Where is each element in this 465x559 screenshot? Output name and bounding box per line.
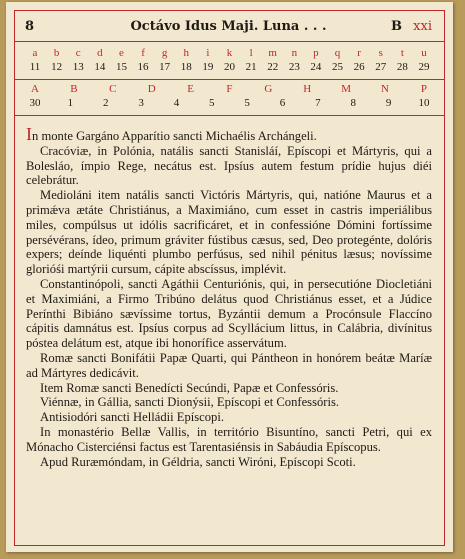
table-cell: 7 (315, 97, 321, 109)
table-cell: 27 (375, 61, 387, 73)
table-cell: c (75, 47, 81, 59)
table-cell: 24 (310, 61, 322, 73)
page-header (25, 19, 432, 37)
table-cell: 20 (223, 61, 235, 73)
paragraph: Cracóviæ, in Polónia, natális sancti Stanisláí, Epíscopi et Mártyris, qui a Bolesláo, ímpio Rege, necátus est. Ipsíus autem festum prídie hujus diéi celebrátur. (26, 143, 432, 188)
table-cell: 16 (137, 61, 149, 73)
table-cell: q (334, 47, 341, 59)
table-cell: 23 (288, 61, 300, 73)
dominical-letter: B (391, 19, 402, 34)
lunar-table-bottom (25, 83, 434, 111)
table-cell: 9 (385, 97, 392, 109)
paragraph: Apud Ruræmóndam, in Géldria, sancti Wiróni, Epíscopi Scoti. (40, 454, 356, 469)
paragraph: Constantinópoli, sancti Agáthii Centuriónis, qui, in persecutióne Diocletiáni et Maximiáni, a Firmo Tribúno delátus quod Christiánus esset, et a Júdice Perínthi Bibiáno sævíssime tortus, Byzántii demum a Procónsule Flaccíno cápitis damnátus est. Ipsíus corpus ad Scyllácium littus, in Calábria, divínitus póstea delátum est, atque ibi honorífice asservátum. (26, 276, 432, 351)
table-cell: l (249, 47, 253, 59)
table-cell: 29 (418, 61, 430, 73)
table-cell: b (53, 47, 60, 59)
table-cell: s (378, 47, 383, 59)
letters-row-2 (25, 83, 434, 97)
paragraph: Antisiodóri sancti Helládii Epíscopi. (40, 410, 224, 425)
table-cell: N (381, 83, 389, 95)
table-cell: 3 (138, 97, 144, 109)
table-cell: 1 (67, 97, 74, 109)
table-cell: d (97, 47, 103, 59)
header-rule (15, 41, 444, 42)
table-cell: 18 (180, 61, 192, 73)
table-cell: u (421, 47, 427, 59)
table-cell: E (187, 83, 194, 95)
table-cell: m (268, 47, 277, 59)
table-cell: p (313, 47, 319, 59)
table-cell: 13 (72, 61, 84, 73)
table-cell: 28 (396, 61, 408, 73)
table-rule (15, 79, 444, 80)
table-cell: n (291, 47, 298, 59)
table-cell: k (226, 47, 233, 59)
table-cell: i (206, 47, 210, 59)
table-cell: h (183, 47, 190, 59)
letters-row-1 (25, 47, 434, 61)
table-cell: 30 (29, 97, 41, 109)
table-cell: 26 (353, 61, 365, 73)
table-cell: 2 (102, 97, 109, 109)
table-cell: 12 (51, 61, 63, 73)
table-cell: t (400, 47, 404, 59)
table-cell: g (161, 47, 168, 59)
roman-numeral: xxi (413, 19, 432, 34)
table-cell: 22 (267, 61, 279, 73)
table-cell: e (118, 47, 124, 59)
table-cell: 8 (350, 97, 356, 109)
martyrology-text (26, 124, 432, 469)
table-cell: 14 (94, 61, 106, 73)
numbers-row-1 (25, 61, 434, 75)
book-page (6, 2, 453, 552)
lunar-table-top (25, 47, 434, 75)
table-cell: B (70, 83, 78, 95)
table-cell: 5 (244, 97, 250, 109)
paragraph: In monastério Bellæ Vallis, in território Bisuntíno, sancti Petri, qui ex Mónacho Cisterciénsi factus est Tarentasiénsis in Sabáudia Epíscopus. (26, 424, 432, 454)
paragraph: Item Romæ sancti Benedícti Secúndi, Papæ et Confessóris. (40, 380, 339, 395)
table-cell: 5 (209, 97, 215, 109)
table-cell: 19 (202, 61, 214, 73)
paragraph: In monte Gargáno Apparítio sancti Michaélis Archángeli. (26, 124, 317, 144)
paragraph: Viénnæ, in Gállia, sancti Dionýsii, Epíscopi et Confessóris. (40, 395, 340, 410)
drop-cap: I (26, 124, 32, 144)
table-cell: 10 (418, 97, 430, 109)
page-title: Octávo Idus Maji. Luna . . . (130, 19, 327, 34)
table-cell: a (32, 47, 38, 59)
numbers-row-2 (25, 97, 434, 111)
table-cell: 4 (173, 97, 180, 109)
table-cell: G (264, 83, 273, 95)
table-cell: 11 (29, 61, 41, 73)
table-cell: H (303, 83, 312, 95)
table-cell: 17 (159, 61, 171, 73)
table-cell: 15 (115, 61, 127, 73)
table-cell: 25 (332, 61, 344, 73)
paragraph: Romæ sancti Bonifátii Papæ Quarti, qui Pántheon in honórem beátæ Maríæ ad Mártyres dedicávit. (26, 350, 432, 380)
page-number: 8 (25, 19, 35, 34)
table-cell: r (357, 47, 361, 59)
table-cell: D (147, 83, 156, 95)
table-cell: F (226, 83, 233, 95)
table-cell: 6 (279, 97, 286, 109)
table-cell: 21 (245, 61, 257, 73)
table-cell: f (141, 47, 145, 59)
table-cell: A (31, 83, 39, 95)
page-frame (14, 10, 445, 546)
table-cell: M (341, 83, 352, 95)
table-rule-bottom (15, 115, 444, 116)
table-cell: C (109, 83, 117, 95)
paragraph: Medioláni item natális sancti Victóris Mártyris, qui, natióne Maurus et a primǽva ætáte Christiánus, a Maximiáno, cum esset in castris imperiálibus miles, compúlsus ut idólis sacrificáret, et in confessióne Dómini fortíssime persévérans, ídeo, primum gráviter fústibus cæsus, sed, Deo protegénte, dolóris expers; deínde liquénti plumbo perfúsus, sed nihil pénitus læsus; novíssime glorióśi martýrii cursum, cápite abscíssus, implévit. (26, 188, 432, 277)
table-cell: P (420, 83, 427, 95)
